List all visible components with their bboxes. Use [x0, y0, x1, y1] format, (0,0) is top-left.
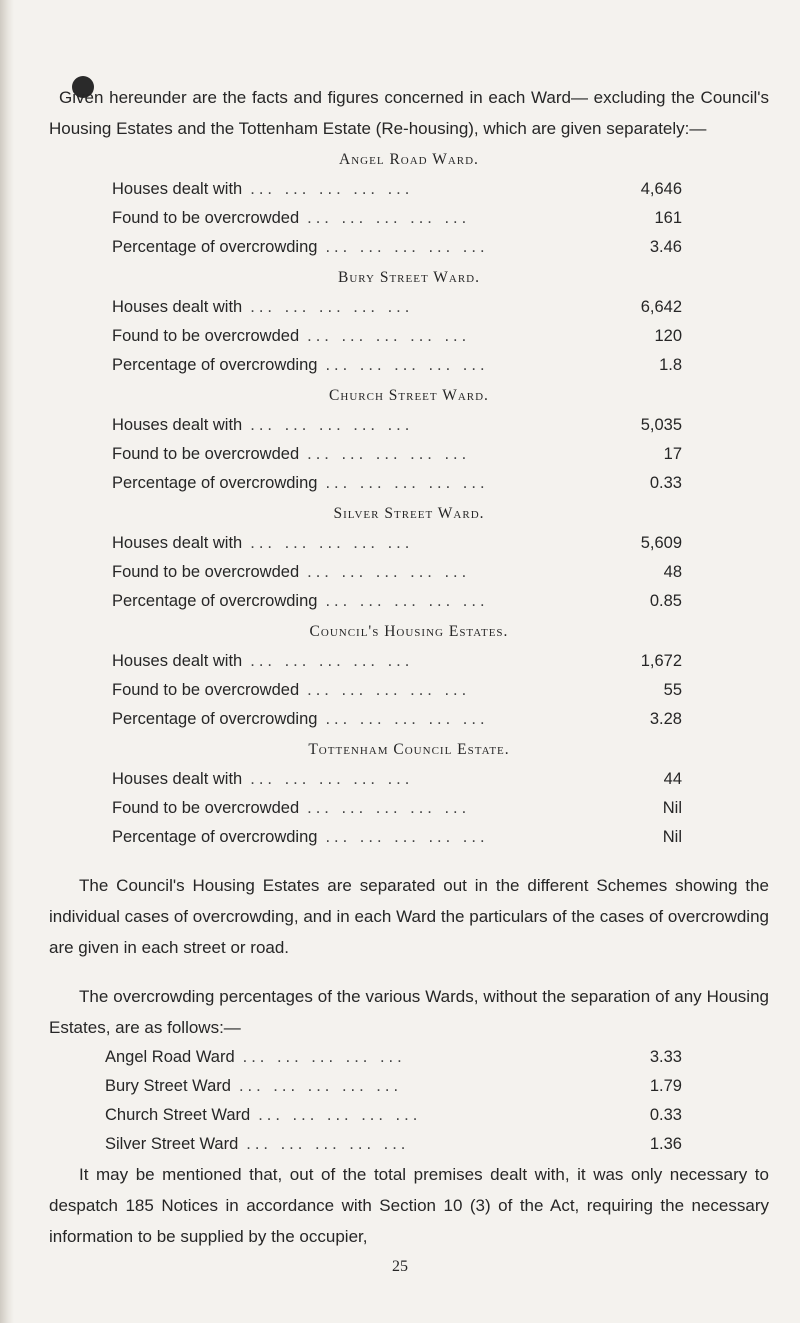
ward-stat-row — [49, 794, 682, 823]
leader-dots: ... ... ... ... ... — [307, 445, 471, 463]
row-value: 1.79 — [649, 1077, 682, 1095]
summary-row — [49, 1072, 682, 1101]
summary-row — [49, 1130, 682, 1159]
leader-dots: ... ... ... ... ... — [246, 1135, 410, 1153]
row-label: Houses dealt with — [112, 180, 243, 198]
row-value: 3.28 — [649, 710, 682, 728]
row-value: 4,646 — [640, 180, 682, 198]
row-label: Houses dealt with — [112, 298, 243, 316]
ward-section — [49, 734, 769, 852]
ward-heading: Council's Housing Estates. — [309, 623, 509, 640]
document-body — [49, 82, 769, 1252]
ward-stat-row — [49, 411, 682, 440]
row-label: Bury Street Ward — [105, 1077, 231, 1095]
row-label: Houses dealt with — [112, 416, 243, 434]
ward-stat-row — [49, 765, 682, 794]
row-label: Found to be overcrowded — [112, 799, 300, 817]
page-binding-edge — [0, 0, 14, 1323]
row-label: Percentage of overcrowding — [112, 474, 318, 492]
ward-stat-row — [49, 293, 682, 322]
row-value: 3.46 — [649, 238, 682, 256]
estates-paragraph: The Council's Housing Estates are separated out in the different Schemes showing the individual cases of overcrowding, and in each Ward the particulars of the cases of overcrowding are given in each street or road. — [49, 876, 769, 957]
leader-dots: ... ... ... ... ... — [325, 474, 489, 492]
row-label: Percentage of overcrowding — [112, 238, 318, 256]
ward-stat-row — [49, 351, 682, 380]
row-value: 48 — [663, 563, 682, 581]
row-label: Houses dealt with — [112, 652, 243, 670]
row-label: Found to be overcrowded — [112, 209, 300, 227]
row-value: 5,035 — [640, 416, 682, 434]
leader-dots: ... ... ... ... ... — [250, 416, 414, 434]
row-value: Nil — [662, 799, 682, 817]
row-value: Nil — [662, 828, 682, 846]
leader-dots: ... ... ... ... ... — [307, 327, 471, 345]
row-value: 5,609 — [640, 534, 682, 552]
leader-dots: ... ... ... ... ... — [307, 799, 471, 817]
ward-section — [49, 498, 769, 616]
row-value: 1,672 — [640, 652, 682, 670]
ward-sections — [49, 144, 769, 852]
ward-stat-row — [49, 322, 682, 351]
leader-dots: ... ... ... ... ... — [325, 356, 489, 374]
ward-heading: Tottenham Council Estate. — [308, 741, 510, 758]
row-value: 6,642 — [640, 298, 682, 316]
leader-dots: ... ... ... ... ... — [250, 180, 414, 198]
row-value: 120 — [654, 327, 682, 345]
row-label: Found to be overcrowded — [112, 445, 300, 463]
ward-stat-row — [49, 204, 682, 233]
row-label: Percentage of overcrowding — [112, 828, 318, 846]
leader-dots: ... ... ... ... ... — [250, 770, 414, 788]
summary-table — [49, 1043, 769, 1159]
leader-dots: ... ... ... ... ... — [325, 710, 489, 728]
leader-dots: ... ... ... ... ... — [325, 238, 489, 256]
row-label: Found to be overcrowded — [112, 563, 300, 581]
ward-stat-row — [49, 469, 682, 498]
leader-dots: ... ... ... ... ... — [238, 1077, 403, 1095]
ward-section — [49, 262, 769, 380]
leader-dots: ... ... ... ... ... — [258, 1106, 422, 1124]
leader-dots: ... ... ... ... ... — [325, 592, 489, 610]
ward-heading: Church Street Ward. — [329, 387, 489, 404]
ward-heading: Bury Street Ward. — [338, 269, 480, 286]
ward-section — [49, 144, 769, 262]
ward-stat-row — [49, 233, 682, 262]
ward-stat-row — [49, 647, 682, 676]
row-value: 0.33 — [649, 1106, 682, 1124]
row-value: 161 — [654, 209, 682, 227]
ward-stat-row — [49, 705, 682, 734]
ward-stat-row — [49, 529, 682, 558]
row-label: Houses dealt with — [112, 770, 243, 788]
row-label: Found to be overcrowded — [112, 681, 300, 699]
row-label: Found to be overcrowded — [112, 327, 300, 345]
percentages-paragraph: The overcrowding percentages of the various Wards, without the separation of any Housing Estates, are as follows:— — [49, 987, 769, 1037]
row-label: Percentage of overcrowding — [112, 592, 318, 610]
row-label: Angel Road Ward — [105, 1048, 235, 1066]
row-value: 0.85 — [649, 592, 682, 610]
ward-section — [49, 616, 769, 734]
row-value: 17 — [663, 445, 682, 463]
row-label: Percentage of overcrowding — [112, 710, 318, 728]
leader-dots: ... ... ... ... ... — [250, 534, 414, 552]
row-label: Percentage of overcrowding — [112, 356, 318, 374]
ward-section — [49, 380, 769, 498]
ward-stat-row — [49, 558, 682, 587]
row-value: 55 — [663, 681, 682, 699]
row-label: Church Street Ward — [105, 1106, 251, 1124]
row-value: 44 — [663, 770, 682, 788]
ward-stat-row — [49, 175, 682, 204]
leader-dots: ... ... ... ... ... — [250, 298, 414, 316]
row-value: 0.33 — [649, 474, 682, 492]
row-label: Silver Street Ward — [105, 1135, 239, 1153]
leader-dots: ... ... ... ... ... — [307, 681, 471, 699]
row-value: 3.33 — [649, 1048, 682, 1066]
ward-stat-row — [49, 823, 682, 852]
intro-paragraph: Given hereunder are the facts and figures concerned in each Ward— excluding the Council's Housing Estates and the Tottenham Estate (Re-housing), which are given separately:— — [49, 88, 769, 138]
leader-dots: ... ... ... ... ... — [325, 828, 489, 846]
summary-row — [49, 1101, 682, 1130]
row-label: Houses dealt with — [112, 534, 243, 552]
leader-dots: ... ... ... ... ... — [307, 209, 471, 227]
notices-paragraph: It may be mentioned that, out of the total premises dealt with, it was only necessary to despatch 185 Notices in accordance with Section 10 (3) of the Act, requiring the necessary information to be supplied by the occupier, — [49, 1165, 769, 1246]
leader-dots: ... ... ... ... ... — [307, 563, 471, 581]
leader-dots: ... ... ... ... ... — [250, 652, 414, 670]
leader-dots: ... ... ... ... ... — [242, 1048, 406, 1066]
summary-row — [49, 1043, 682, 1072]
ward-heading: Silver Street Ward. — [333, 505, 485, 522]
row-value: 1.8 — [659, 356, 682, 374]
ward-stat-row — [49, 587, 682, 616]
ward-stat-row — [49, 440, 682, 469]
page-number: 25 — [392, 1258, 408, 1275]
ward-heading: Angel Road Ward. — [339, 151, 479, 168]
row-value: 1.36 — [649, 1135, 682, 1153]
ward-stat-row — [49, 676, 682, 705]
